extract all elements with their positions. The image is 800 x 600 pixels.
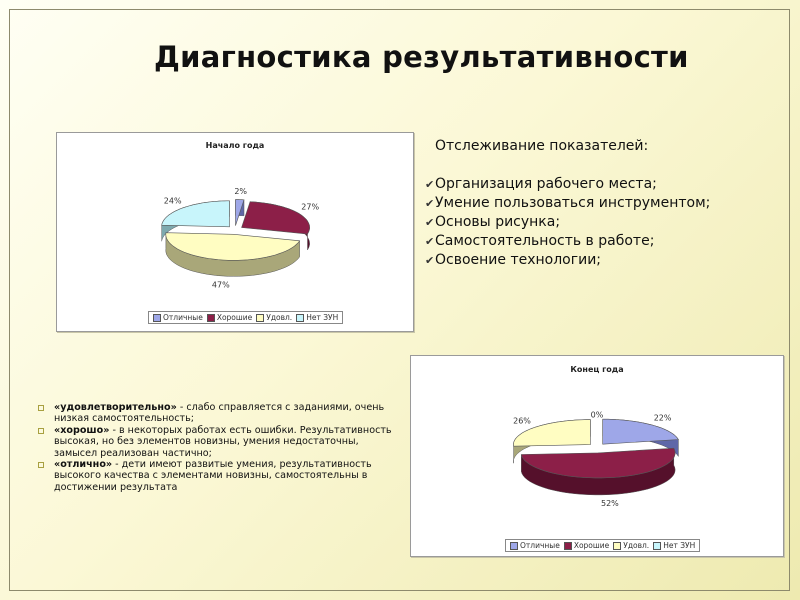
pie-data-label: 2% <box>234 187 248 196</box>
legend-item <box>613 541 649 550</box>
legend-label: Удовл. <box>266 313 293 322</box>
legend-item <box>296 313 338 322</box>
grades-list <box>38 402 398 493</box>
indicator-label: Организация рабочего места; <box>435 176 657 192</box>
indicators-block <box>425 137 785 270</box>
grade-description: - в некоторых работах есть ошибки. Результативность высокая, но без элементов новизны, умения недостаточны, замысел реализован частично; <box>54 424 392 459</box>
grade-item <box>38 402 398 425</box>
chart-end-of-year <box>410 355 784 557</box>
legend-label: Хорошие <box>216 313 253 322</box>
grade-term: «хорошо» <box>54 424 110 436</box>
grade-item <box>38 459 398 493</box>
legend-swatch <box>207 314 215 322</box>
grade-description: - слабо справляется с заданиями, очень низкая самостоятельность; <box>54 402 385 425</box>
grade-term: «отлично» <box>54 459 113 471</box>
square-bullet-icon <box>38 462 44 468</box>
pie-data-label: 0% <box>590 410 604 420</box>
pie-data-label: 27% <box>301 202 320 212</box>
indicators-heading: Отслеживание показателей: <box>435 138 649 154</box>
chart-legend <box>148 311 343 324</box>
legend-item <box>653 541 695 550</box>
pie-chart-end <box>411 356 783 556</box>
legend-label: Нет ЗУН <box>306 313 339 322</box>
pie-data-label: 26% <box>513 416 531 426</box>
legend-label: Удовл. <box>623 541 650 550</box>
legend-swatch <box>153 314 161 322</box>
chart-title: Начало года <box>205 141 265 150</box>
legend-swatch <box>613 542 621 550</box>
grade-description: - дети имеют развитые умения, результативность высокого качества с элементами новизны, самостоятельны в достижении результата <box>54 459 372 493</box>
grade-term: «удовлетворительно» <box>54 402 177 413</box>
square-bullet-icon <box>38 405 44 411</box>
slide-title: Диагностика результативности <box>154 40 689 74</box>
legend-swatch <box>256 314 264 322</box>
legend-item <box>510 541 560 550</box>
pie-data-label: 52% <box>601 499 619 509</box>
indicator-item <box>425 232 785 251</box>
legend-item <box>207 313 252 322</box>
legend-swatch <box>510 542 518 550</box>
pie-slice-Хорошие <box>242 202 310 234</box>
pie-slice-Отличные <box>603 419 679 444</box>
legend-label: Нет ЗУН <box>663 541 696 550</box>
legend-swatch <box>564 542 572 550</box>
check-icon: ✔ <box>425 216 435 229</box>
indicator-label: Самостоятельность в работе; <box>435 233 655 249</box>
chart-start-of-year <box>56 132 414 332</box>
pie-data-label: 24% <box>163 196 182 206</box>
check-icon: ✔ <box>425 235 435 248</box>
grade-item <box>38 425 398 459</box>
indicator-item <box>425 251 785 270</box>
legend-label: Отличные <box>520 541 560 550</box>
indicator-label: Умение пользоваться инструментом; <box>435 195 711 211</box>
pie-data-label: 47% <box>211 280 230 290</box>
legend-item <box>564 541 609 550</box>
indicator-label: Основы рисунка; <box>435 214 561 230</box>
legend-label: Отличные <box>163 313 203 322</box>
legend-swatch <box>296 314 304 322</box>
indicator-item <box>425 213 785 232</box>
pie-data-label: 22% <box>653 413 672 423</box>
check-icon: ✔ <box>425 178 435 191</box>
pie-chart-start <box>57 133 413 331</box>
legend-label: Хорошие <box>573 541 610 550</box>
legend-swatch <box>653 542 661 550</box>
legend-item <box>256 313 292 322</box>
check-icon: ✔ <box>425 197 435 210</box>
chart-legend <box>505 539 700 552</box>
check-icon: ✔ <box>425 254 435 267</box>
chart-title: Конец года <box>570 365 624 374</box>
legend-item <box>153 313 203 322</box>
indicator-item <box>425 194 785 213</box>
indicator-label: Освоение технологии; <box>435 252 602 268</box>
indicator-item <box>425 175 785 194</box>
square-bullet-icon <box>38 428 44 434</box>
